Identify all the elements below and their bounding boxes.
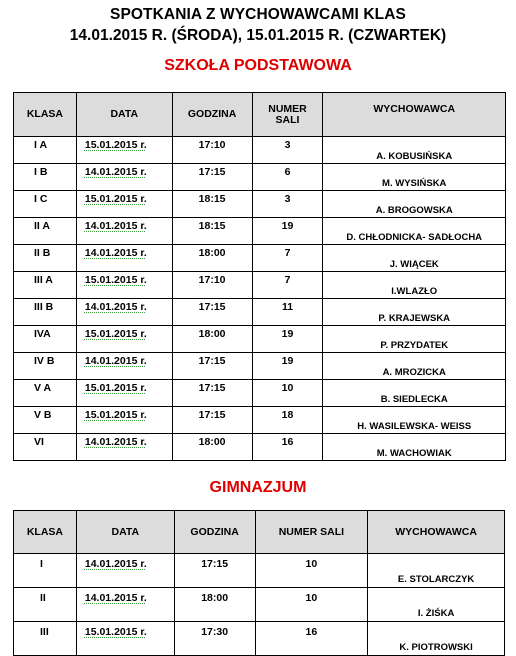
table-row	[14, 245, 506, 272]
cell-klasa-text: II B	[34, 247, 51, 259]
cell-data	[76, 164, 172, 191]
cell-klasa-text: VI	[34, 436, 44, 448]
cell-klasa-text: IV B	[34, 355, 55, 367]
cell-godzina-text: 18:00	[198, 328, 226, 340]
cell-godzina	[172, 299, 252, 326]
header-numer-sali: NUMER SALI	[255, 511, 368, 554]
cell-numer-sali-text: 19	[281, 220, 294, 232]
cell-data-text: 15.01.2015 r.	[84, 328, 147, 340]
table-header-row	[14, 93, 506, 137]
cell-numer-sali	[255, 622, 368, 656]
cell-godzina	[174, 554, 255, 588]
cell-wychowawca	[323, 353, 506, 380]
cell-data-text: 14.01.2015 r.	[84, 247, 147, 259]
cell-wychowawca-text: B. SIEDLECKA	[380, 394, 448, 405]
cell-klasa-text: II A	[34, 220, 50, 232]
cell-data-text: 15.01.2015 r.	[84, 382, 147, 394]
table-row	[14, 137, 506, 164]
cell-godzina-text: 18:00	[201, 592, 229, 604]
cell-wychowawca	[323, 272, 506, 299]
cell-wychowawca-text: P. KRAJEWSKA	[378, 313, 451, 324]
cell-godzina-text: 17:15	[198, 166, 226, 178]
cell-numer-sali	[252, 137, 323, 164]
cell-numer-sali	[252, 353, 323, 380]
cell-klasa-text: III A	[34, 274, 53, 286]
header-klasa: KLASA	[14, 511, 77, 554]
cell-numer-sali-text: 10	[305, 558, 318, 570]
table-gimnazjum	[13, 510, 505, 656]
table-row	[14, 272, 506, 299]
cell-klasa-text: V A	[34, 382, 52, 394]
cell-data	[76, 554, 174, 588]
cell-data	[76, 380, 172, 407]
cell-godzina	[174, 588, 255, 622]
cell-klasa	[14, 434, 77, 461]
cell-numer-sali	[252, 407, 323, 434]
cell-godzina-text: 18:00	[198, 436, 226, 448]
cell-numer-sali	[252, 245, 323, 272]
header-wychowawca: WYCHOWAWCA	[323, 93, 506, 137]
header-data: DATA	[76, 511, 174, 554]
header-numer-sali: NUMER SALI	[252, 93, 323, 137]
cell-wychowawca	[323, 218, 506, 245]
table-row	[14, 434, 506, 461]
cell-klasa	[14, 218, 77, 245]
cell-numer-sali-text: 10	[305, 592, 318, 604]
cell-numer-sali	[252, 326, 323, 353]
section-title-szkola-podstawowa: SZKOŁA PODSTAWOWA	[164, 57, 352, 74]
cell-godzina-text: 17:15	[198, 409, 226, 421]
cell-wychowawca	[368, 622, 505, 656]
cell-data-text: 14.01.2015 r.	[84, 220, 147, 232]
cell-data-text: 14.01.2015 r.	[84, 558, 147, 570]
cell-numer-sali	[255, 588, 368, 622]
cell-data-text: 14.01.2015 r.	[84, 166, 147, 178]
cell-data	[76, 588, 174, 622]
cell-klasa	[14, 137, 77, 164]
cell-wychowawca	[323, 137, 506, 164]
document-dates: 14.01.2015 R. (ŚRODA), 15.01.2015 R. (CZWARTEK)	[69, 27, 447, 44]
cell-wychowawca	[323, 245, 506, 272]
header-wychowawca: WYCHOWAWCA	[368, 511, 505, 554]
table-row	[14, 407, 506, 434]
table-szkola-podstawowa	[13, 92, 506, 461]
cell-data-text: 14.01.2015 r.	[84, 436, 147, 448]
cell-wychowawca-text: E. STOLARCZYK	[397, 574, 475, 585]
cell-godzina	[172, 137, 252, 164]
cell-godzina	[172, 380, 252, 407]
cell-godzina	[174, 622, 255, 656]
cell-data	[76, 218, 172, 245]
cell-data-text: 14.01.2015 r.	[84, 592, 147, 604]
cell-numer-sali-text: 16	[281, 436, 294, 448]
cell-wychowawca	[323, 326, 506, 353]
document-title: SPOTKANIA Z WYCHOWAWCAMI KLAS	[110, 6, 406, 23]
cell-wychowawca	[323, 164, 506, 191]
cell-numer-sali-text: 3	[284, 139, 291, 151]
cell-godzina	[172, 353, 252, 380]
cell-godzina-text: 17:15	[198, 355, 226, 367]
cell-data-text: 15.01.2015 r.	[84, 193, 147, 205]
cell-numer-sali-text: 10	[281, 382, 294, 394]
cell-data	[76, 353, 172, 380]
cell-klasa-text: I A	[34, 139, 48, 151]
cell-wychowawca-text: A. KOBUSIŃSKA	[376, 151, 453, 162]
cell-klasa-text: V B	[34, 409, 52, 421]
table-row	[14, 164, 506, 191]
cell-klasa	[14, 191, 77, 218]
cell-godzina	[172, 407, 252, 434]
cell-data	[76, 272, 172, 299]
section-title-gimnazjum: GIMNAZJUM	[209, 479, 307, 496]
cell-numer-sali-text: 6	[284, 166, 291, 178]
cell-godzina-text: 17:15	[198, 301, 226, 313]
cell-numer-sali-text: 11	[281, 301, 294, 313]
cell-godzina-text: 18:15	[198, 220, 226, 232]
cell-data	[76, 622, 174, 656]
cell-godzina	[172, 191, 252, 218]
cell-wychowawca-text: M. WACHOWIAK	[376, 448, 452, 459]
header-data: DATA	[76, 93, 172, 137]
cell-numer-sali	[252, 380, 323, 407]
cell-data	[76, 137, 172, 164]
table-row	[14, 380, 506, 407]
cell-wychowawca-text: H. WASILEWSKA- WEISS	[357, 421, 472, 432]
cell-numer-sali-text: 3	[284, 193, 291, 205]
table-row	[14, 588, 505, 622]
cell-godzina	[172, 218, 252, 245]
cell-wychowawca	[323, 299, 506, 326]
cell-godzina-text: 17:15	[198, 382, 226, 394]
cell-numer-sali-text: 16	[305, 626, 318, 638]
table-row	[14, 353, 506, 380]
cell-numer-sali-text: 7	[284, 247, 291, 259]
table-row	[14, 191, 506, 218]
cell-klasa	[14, 326, 77, 353]
cell-klasa	[14, 588, 77, 622]
table-row	[14, 299, 506, 326]
cell-numer-sali	[252, 191, 323, 218]
table-row	[14, 554, 505, 588]
table-row	[14, 218, 506, 245]
cell-godzina-text: 17:10	[198, 274, 226, 286]
cell-godzina-text: 18:15	[198, 193, 226, 205]
cell-wychowawca	[323, 191, 506, 218]
cell-numer-sali-text: 19	[281, 328, 294, 340]
cell-wychowawca-text: P. PRZYDATEK	[380, 340, 449, 351]
cell-wychowawca	[323, 434, 506, 461]
cell-godzina	[172, 434, 252, 461]
cell-wychowawca	[368, 588, 505, 622]
cell-klasa	[14, 380, 77, 407]
cell-numer-sali	[252, 299, 323, 326]
cell-godzina	[172, 272, 252, 299]
cell-klasa-text: I B	[34, 166, 48, 178]
cell-godzina-text: 17:30	[201, 626, 229, 638]
cell-wychowawca-text: K. PIOTROWSKI	[399, 642, 473, 653]
cell-numer-sali-text: 19	[281, 355, 294, 367]
cell-godzina	[172, 245, 252, 272]
cell-klasa	[14, 622, 77, 656]
cell-data-text: 14.01.2015 r.	[84, 355, 147, 367]
cell-godzina-text: 17:15	[201, 558, 229, 570]
header-godzina: GODZINA	[174, 511, 255, 554]
table-header-row	[14, 511, 505, 554]
cell-klasa	[14, 272, 77, 299]
header-godzina: GODZINA	[172, 93, 252, 137]
cell-wychowawca-text: I.WLAZŁO	[391, 286, 438, 297]
cell-wychowawca-text: A. BROGOWSKA	[375, 205, 453, 216]
cell-data-text: 15.01.2015 r.	[84, 409, 147, 421]
cell-numer-sali	[252, 434, 323, 461]
cell-data	[76, 407, 172, 434]
cell-data	[76, 434, 172, 461]
cell-numer-sali	[255, 554, 368, 588]
table-row	[14, 622, 505, 656]
cell-wychowawca-text: M. WYSIŃSKA	[382, 178, 447, 189]
cell-wychowawca-text: J. WIĄCEK	[389, 259, 439, 270]
cell-data-text: 14.01.2015 r.	[84, 301, 147, 313]
cell-numer-sali	[252, 272, 323, 299]
cell-wychowawca	[323, 407, 506, 434]
cell-wychowawca	[368, 554, 505, 588]
cell-data	[76, 299, 172, 326]
cell-data	[76, 245, 172, 272]
cell-klasa	[14, 245, 77, 272]
cell-klasa	[14, 554, 77, 588]
cell-data	[76, 326, 172, 353]
cell-klasa-text: II	[40, 592, 46, 604]
cell-wychowawca	[323, 380, 506, 407]
cell-godzina	[172, 326, 252, 353]
cell-data-text: 15.01.2015 r.	[84, 626, 147, 638]
cell-numer-sali	[252, 164, 323, 191]
cell-numer-sali-text: 18	[281, 409, 294, 421]
header-klasa: KLASA	[14, 93, 77, 137]
cell-wychowawca-text: D. CHŁODNICKA- SADŁOCHA	[346, 232, 483, 243]
cell-klasa	[14, 164, 77, 191]
cell-numer-sali-text: 7	[284, 274, 291, 286]
cell-klasa-text: III B	[34, 301, 54, 313]
cell-klasa	[14, 299, 77, 326]
cell-klasa	[14, 407, 77, 434]
cell-wychowawca-text: A. MROZICKA	[382, 367, 446, 378]
cell-data	[76, 191, 172, 218]
cell-klasa-text: I	[40, 558, 43, 570]
cell-godzina	[172, 164, 252, 191]
cell-wychowawca-text: I. ŻIŚKA	[417, 608, 455, 619]
cell-klasa-text: IVA	[34, 328, 51, 340]
cell-godzina-text: 18:00	[198, 247, 226, 259]
cell-data-text: 15.01.2015 r.	[84, 139, 147, 151]
cell-klasa-text: III	[40, 626, 49, 638]
cell-data-text: 15.01.2015 r.	[84, 274, 147, 286]
cell-numer-sali	[252, 218, 323, 245]
table-row	[14, 326, 506, 353]
cell-klasa-text: I C	[34, 193, 48, 205]
cell-klasa	[14, 353, 77, 380]
cell-godzina-text: 17:10	[198, 139, 226, 151]
